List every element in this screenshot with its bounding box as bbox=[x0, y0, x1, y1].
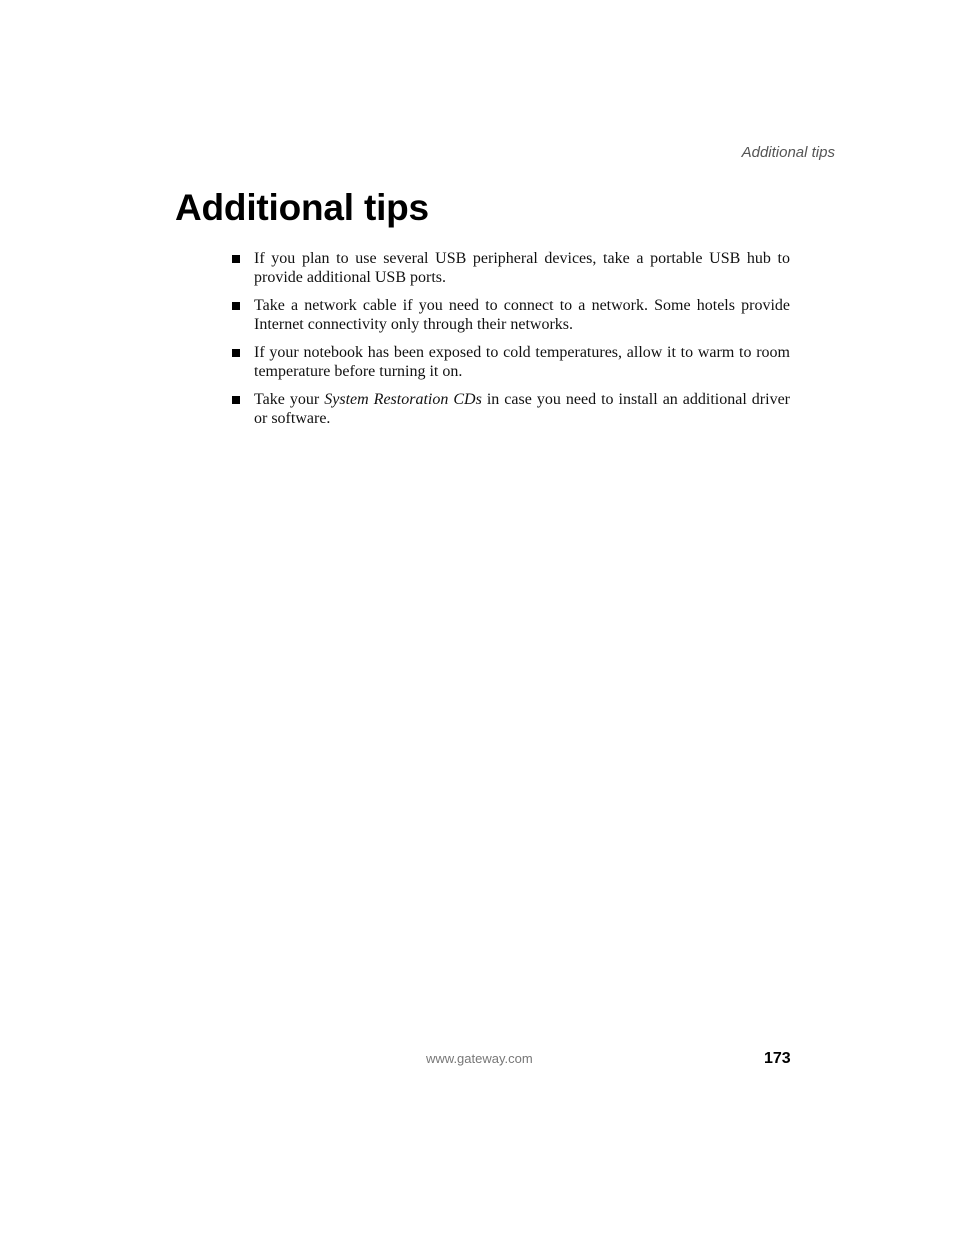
square-bullet-icon bbox=[232, 396, 240, 404]
list-item bbox=[230, 390, 790, 428]
square-bullet-icon bbox=[232, 302, 240, 310]
square-bullet-icon bbox=[232, 255, 240, 263]
square-bullet-icon bbox=[232, 349, 240, 357]
page-title: Additional tips bbox=[175, 187, 429, 228]
tips-list bbox=[230, 249, 790, 437]
list-item bbox=[230, 249, 790, 287]
emphasis-system-restoration-cds: System Restoration CDs bbox=[324, 391, 482, 408]
tip-text: Take your System Restoration CDs in case you need to install an additional driver or software. bbox=[254, 391, 791, 427]
tip-text: If your notebook has been exposed to cold temperatures, allow it to warm to room temperature before turning it on. bbox=[254, 344, 790, 380]
page-number: 173 bbox=[764, 1050, 791, 1067]
footer-url: www.gateway.com bbox=[426, 1051, 533, 1066]
list-item bbox=[230, 343, 790, 381]
tip-text: Take a network cable if you need to connect to a network. Some hotels provide Internet connectivity only through their networks. bbox=[254, 297, 790, 333]
tip-text: If you plan to use several USB peripheral devices, take a portable USB hub to provide additional USB ports. bbox=[254, 250, 790, 286]
list-item bbox=[230, 296, 790, 334]
running-header: Additional tips bbox=[741, 144, 835, 161]
